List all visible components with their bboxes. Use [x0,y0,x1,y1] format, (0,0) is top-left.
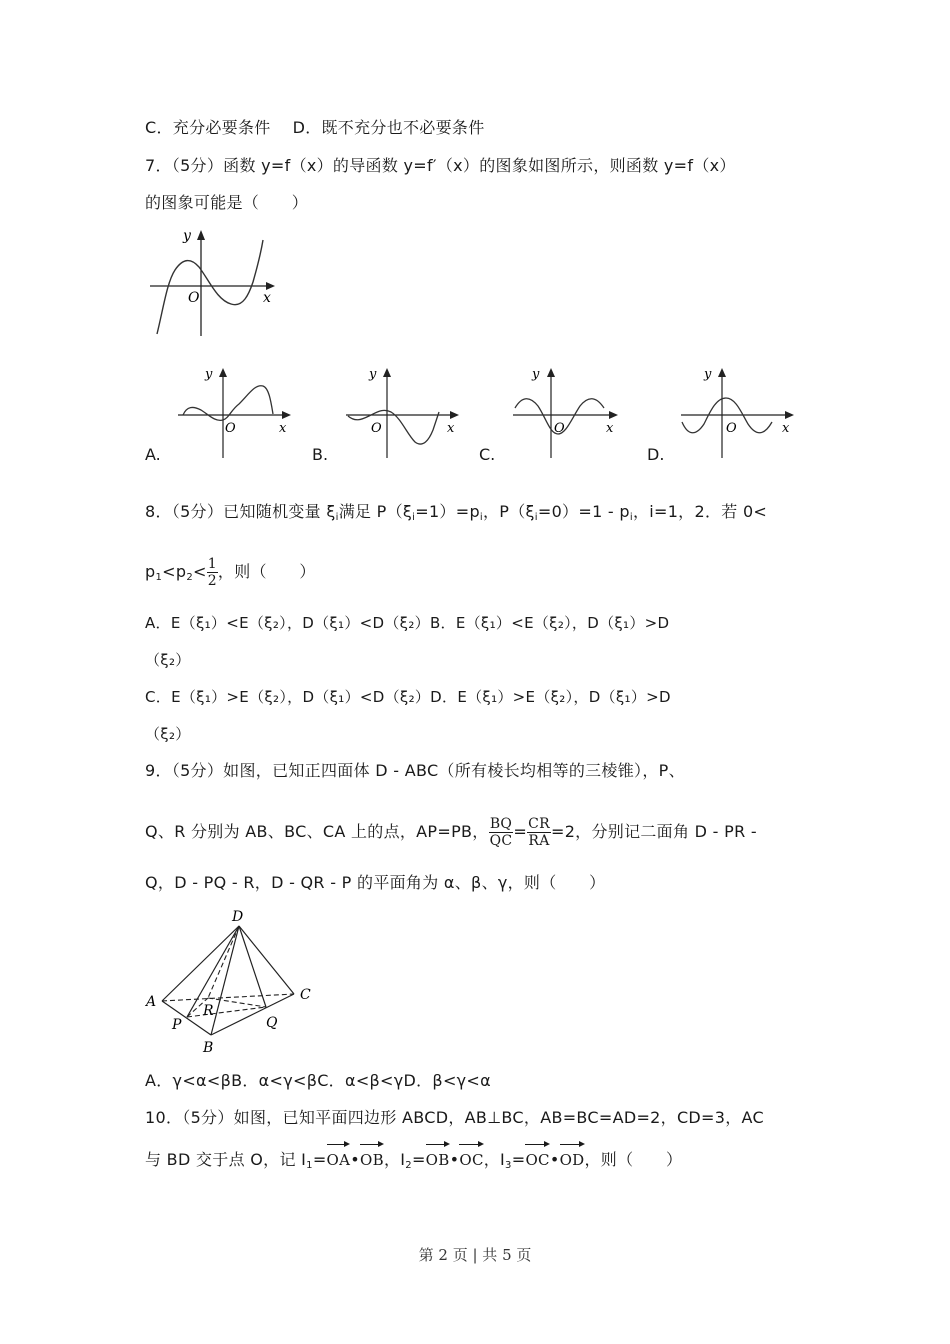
q8-options-line-cd-wrap[interactable]: （ξ₂） [145,725,191,743]
subscript: i [335,512,339,523]
q8-stem-part: <p [162,562,187,581]
fraction-cr-ra [527,816,551,849]
subscript: i [534,512,538,523]
q6-options-line [145,118,485,138]
q9-score: （5分） [171,761,224,780]
frac-den: 2 [207,573,217,589]
y-axis-arrow-icon [197,230,205,240]
q7-option-d-graph[interactable] [678,362,803,462]
svg-text:y: y [532,367,540,382]
q10-stem-part: ，则（ ） [584,1150,683,1169]
q9-stem-line3: Q，D - PQ - R，D - QR - P 的平面角为 α、β、γ，则（ ） [145,873,606,892]
subscript: 1 [306,1160,313,1171]
q9-stem: 如图，已知正四面体 D - ABC（所有棱长均相等的三棱锥），P、 [223,761,685,780]
q8-stem-part: 满足 P（ξ [338,502,413,521]
q9-stem-line1 [145,761,685,781]
q7-option-b-label[interactable]: B. [312,445,329,464]
subscript: 2 [186,572,193,583]
q10-stem-line1 [145,1108,764,1128]
q8-number: 8． [145,502,172,521]
frac-num: BQ [489,816,513,832]
q7-option-d-label[interactable]: D. [647,445,665,464]
subscript: i [412,512,416,523]
fraction-one-half [207,556,218,589]
q9-stem-part: Q、R 分别为 AB、BC、CA 上的点，AP=PB， [145,822,489,841]
subscript: 1 [155,572,163,583]
frac-num: 1 [207,556,217,572]
q7-stem-line1 [145,156,736,176]
frac-den: RA [528,833,550,849]
dot-product-symbol: • [549,1150,560,1169]
svg-text:x: x [782,421,790,436]
subscript: 3 [505,1160,512,1171]
q7-option-b-graph[interactable] [343,362,468,462]
q10-stem-line2 [145,1143,682,1179]
vertex-label-d: D [232,909,244,925]
vector-oc: OC [525,1143,549,1173]
q8-stem-part: p [145,562,156,581]
q9-stem-line2 [145,813,757,851]
vector-ob: OB [426,1143,450,1173]
frac-num: CR [528,816,550,832]
x-axis-arrow-icon [266,282,275,290]
equals: = [411,1150,426,1169]
vertex-label-a: A [146,994,157,1010]
q8-stem-part: =1）=p [415,502,480,521]
vector-od: OD [560,1143,585,1173]
q8-stem-part: =0）=1 - p [537,502,630,521]
dot-product-symbol: • [350,1150,361,1169]
q9-options-line[interactable]: A．γ<α<βB．α<γ<βC．α<β<γD．β<γ<α [145,1071,491,1090]
frac-den: QC [489,833,513,849]
separator: ，I [483,1150,506,1169]
q9-stem-part: =2，分别记二面角 D - PR - [550,822,757,841]
dot-product-symbol: • [449,1150,460,1169]
q7-number: 7． [145,156,172,175]
q8-options-line-ab-wrap[interactable]: （ξ₂） [145,651,191,669]
q7-option-a-label[interactable]: A. [145,445,161,464]
equals: = [312,1150,327,1169]
q10-stem: 如图，已知平面四边形 ABCD，AB⊥BC，AB=BC=AD=2，CD=3，AC [233,1108,764,1127]
q7-option-a-graph[interactable] [175,362,300,462]
q9-tetrahedron-figure [140,905,330,1055]
q8-score: （5分） [171,502,224,521]
q10-stem-part: 与 BD 交于点 O，记 I [145,1150,307,1169]
q6-option-d: D．既不充分也不必要条件 [292,118,485,137]
svg-text:O: O [371,421,382,436]
subscript: i [479,512,483,523]
point-label-q: Q [266,1015,278,1031]
equals: = [513,822,528,841]
svg-text:y: y [704,367,712,382]
page-footer: 第 2 页 | 共 5 页 [418,1246,532,1264]
q8-options-line-cd[interactable]: C．E（ξ₁）>E（ξ₂），D（ξ₁）<D（ξ₂）D．E（ξ₁）>E（ξ₂），D（ξ₁）>D [145,688,671,706]
svg-text:O: O [225,421,236,436]
svg-text:x: x [447,421,455,436]
q7-stem: 函数 y=f（x）的导函数 y=f′（x）的图象如图所示，则函数 y=f（x） [223,156,736,175]
svg-text:y: y [205,367,213,382]
subscript: 2 [405,1160,412,1171]
q7-score: （5分） [171,156,224,175]
q8-stem-part: ，则（ ） [217,562,316,581]
svg-text:x: x [279,421,287,436]
vector-oc: OC [459,1143,483,1173]
svg-text:O: O [726,421,737,436]
separator: ，I [383,1150,406,1169]
q8-stem-part: ，i=1，2．若 0< [632,502,768,521]
q8-stem-line2 [145,555,316,595]
svg-text:x: x [606,421,614,436]
q6-option-c: C．充分必要条件 [145,118,271,137]
q7-derivative-graph [145,222,285,340]
q10-score: （5分） [182,1108,234,1127]
vertex-label-c: C [300,987,311,1003]
q10-number: 10． [145,1108,183,1127]
svg-text:y: y [369,367,377,382]
q7-option-c-graph[interactable] [510,362,635,462]
q8-stem-part: < [192,562,207,581]
vector-oa: OA [327,1143,351,1173]
subscript: i [629,512,633,523]
q8-stem-part: ，P（ξ [483,502,535,521]
q7-option-c-label[interactable]: C. [479,445,496,464]
q8-options-line-ab[interactable]: A．E（ξ₁）<E（ξ₂），D（ξ₁）<D（ξ₂）B．E（ξ₁）<E（ξ₂），D（ξ₁）>D [145,614,670,632]
vector-ob: OB [360,1143,384,1173]
origin-label: O [188,290,200,306]
fraction-bq-qc [489,816,514,849]
q8-stem-line1 [145,502,767,528]
vertex-label-b: B [203,1040,214,1055]
q7-stem-line2: 的图象可能是（ ） [145,193,309,212]
q8-stem-part: 已知随机变量 ξ [223,502,336,521]
q9-number: 9． [145,761,172,780]
svg-text:O: O [554,421,565,436]
x-axis-label: x [263,290,271,306]
equals: = [511,1150,526,1169]
y-axis-label: y [183,228,191,244]
point-label-p: P [172,1017,182,1033]
point-label-r: R [203,1003,214,1019]
